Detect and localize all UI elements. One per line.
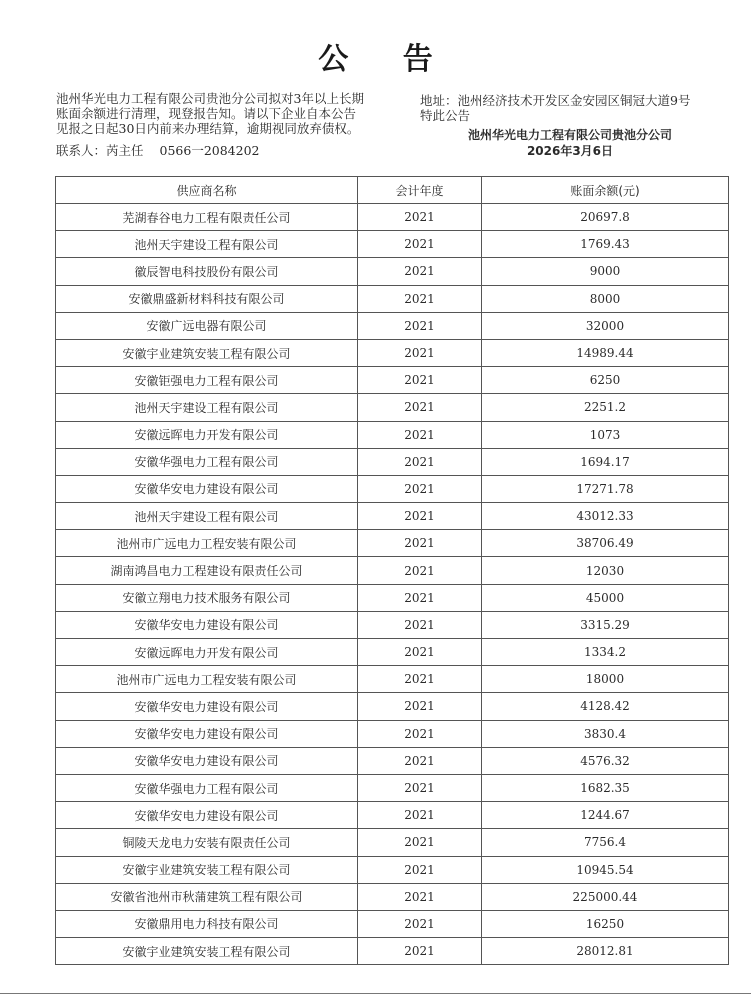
supplier-name-cell: 安徽远晖电力开发有限公司	[56, 639, 358, 666]
balance-cell: 225000.44	[482, 883, 729, 910]
header-year: 会计年度	[358, 177, 482, 204]
address-block	[420, 93, 720, 123]
balance-cell: 38706.49	[482, 530, 729, 557]
balance-cell: 3315.29	[482, 611, 729, 638]
table-row	[56, 584, 729, 611]
supplier-name-cell: 安徽华安电力建设有限公司	[56, 802, 358, 829]
fiscal-year-cell: 2021	[358, 584, 482, 611]
supplier-name-cell: 安徽宇业建筑安装工程有限公司	[56, 339, 358, 366]
fiscal-year-cell: 2021	[358, 639, 482, 666]
fiscal-year-cell: 2021	[358, 829, 482, 856]
balance-cell: 12030	[482, 557, 729, 584]
table-row	[56, 204, 729, 231]
table-row	[56, 720, 729, 747]
supplier-name-cell: 芜湖春谷电力工程有限责任公司	[56, 204, 358, 231]
supplier-name-cell: 安徽鼎用电力科技有限公司	[56, 910, 358, 937]
company-name: 池州华光电力工程有限公司贵池分公司	[467, 128, 672, 142]
table-row	[56, 394, 729, 421]
balance-cell: 45000	[482, 584, 729, 611]
balance-cell: 1334.2	[482, 639, 729, 666]
fiscal-year-cell: 2021	[358, 666, 482, 693]
supplier-name-cell: 池州天宇建设工程有限公司	[56, 503, 358, 530]
balance-cell: 28012.81	[482, 938, 729, 965]
table-row	[56, 557, 729, 584]
fiscal-year-cell: 2021	[358, 339, 482, 366]
fiscal-year-cell: 2021	[358, 774, 482, 801]
balance-cell: 1769.43	[482, 231, 729, 258]
table-row	[56, 312, 729, 339]
fiscal-year-cell: 2021	[358, 557, 482, 584]
table-row	[56, 910, 729, 937]
balance-cell: 20697.8	[482, 204, 729, 231]
fiscal-year-cell: 2021	[358, 938, 482, 965]
supplier-name-cell: 安徽立翔电力技术服务有限公司	[56, 584, 358, 611]
table-row	[56, 367, 729, 394]
table-row	[56, 829, 729, 856]
table-row	[56, 503, 729, 530]
fiscal-year-cell: 2021	[358, 421, 482, 448]
table-row	[56, 747, 729, 774]
footer-rule	[0, 993, 751, 994]
table-row	[56, 475, 729, 502]
fiscal-year-cell: 2021	[358, 747, 482, 774]
intro-text: 池州华光电力工程有限公司贵池分公司拟对3年以上长期账面余额进行清理，现登报告知。请以下企业自本公告见报之日起30日内前来办理结算，逾期视同放弃债权。	[56, 91, 364, 136]
balance-cell: 1244.67	[482, 802, 729, 829]
table-row	[56, 774, 729, 801]
supplier-name-cell: 安徽宇业建筑安装工程有限公司	[56, 938, 358, 965]
balance-cell: 6250	[482, 367, 729, 394]
table-row	[56, 693, 729, 720]
balance-cell: 4576.32	[482, 747, 729, 774]
table-row	[56, 802, 729, 829]
balance-cell: 14989.44	[482, 339, 729, 366]
fiscal-year-cell: 2021	[358, 883, 482, 910]
supplier-name-cell: 安徽华安电力建设有限公司	[56, 475, 358, 502]
fiscal-year-cell: 2021	[358, 475, 482, 502]
supplier-name-cell: 池州天宇建设工程有限公司	[56, 231, 358, 258]
supplier-name-cell: 安徽宇业建筑安装工程有限公司	[56, 856, 358, 883]
balance-cell: 9000	[482, 258, 729, 285]
contact-phone: 0566一2084202	[159, 143, 260, 158]
balance-cell: 2251.2	[482, 394, 729, 421]
address-line: 地址：池州经济技术开发区金安园区铜冠大道9号	[420, 93, 691, 108]
fiscal-year-cell: 2021	[358, 231, 482, 258]
contact-line	[56, 143, 260, 158]
balance-cell: 43012.33	[482, 503, 729, 530]
notice-intro	[56, 91, 368, 136]
fiscal-year-cell: 2021	[358, 910, 482, 937]
supplier-name-cell: 徽辰智电科技股份有限公司	[56, 258, 358, 285]
fiscal-year-cell: 2021	[358, 720, 482, 747]
balance-cell: 17271.78	[482, 475, 729, 502]
closing-line: 特此公告	[420, 108, 471, 123]
fiscal-year-cell: 2021	[358, 312, 482, 339]
supplier-name-cell: 安徽华强电力工程有限公司	[56, 774, 358, 801]
fiscal-year-cell: 2021	[358, 693, 482, 720]
supplier-name-cell: 池州市广远电力工程安装有限公司	[56, 530, 358, 557]
supplier-name-cell: 安徽华安电力建设有限公司	[56, 747, 358, 774]
fiscal-year-cell: 2021	[358, 285, 482, 312]
table-row	[56, 639, 729, 666]
supplier-name-cell: 安徽鼎盛新材料科技有限公司	[56, 285, 358, 312]
fiscal-year-cell: 2021	[358, 204, 482, 231]
supplier-name-cell: 安徽省池州市秋蒲建筑工程有限公司	[56, 883, 358, 910]
fiscal-year-cell: 2021	[358, 802, 482, 829]
balance-cell: 1073	[482, 421, 729, 448]
fiscal-year-cell: 2021	[358, 611, 482, 638]
balance-cell: 1694.17	[482, 448, 729, 475]
balance-cell: 8000	[482, 285, 729, 312]
balance-cell: 18000	[482, 666, 729, 693]
balance-cell: 10945.54	[482, 856, 729, 883]
table-row	[56, 339, 729, 366]
table-row	[56, 285, 729, 312]
fiscal-year-cell: 2021	[358, 530, 482, 557]
header-supplier: 供应商名称	[56, 177, 358, 204]
supplier-name-cell: 安徽钜强电力工程有限公司	[56, 367, 358, 394]
table-header	[56, 177, 729, 204]
header-row	[56, 177, 729, 204]
fiscal-year-cell: 2021	[358, 448, 482, 475]
fiscal-year-cell: 2021	[358, 856, 482, 883]
fiscal-year-cell: 2021	[358, 367, 482, 394]
supplier-name-cell: 安徽广远电器有限公司	[56, 312, 358, 339]
signature-block	[420, 127, 720, 159]
supplier-name-cell: 铜陵天龙电力安装有限责任公司	[56, 829, 358, 856]
balance-cell: 16250	[482, 910, 729, 937]
supplier-name-cell: 安徽华安电力建设有限公司	[56, 611, 358, 638]
table-body	[56, 204, 729, 965]
fiscal-year-cell: 2021	[358, 258, 482, 285]
header-balance: 账面余额(元)	[482, 177, 729, 204]
table-row	[56, 666, 729, 693]
balance-cell: 3830.4	[482, 720, 729, 747]
supplier-name-cell: 安徽远晖电力开发有限公司	[56, 421, 358, 448]
table-row	[56, 611, 729, 638]
supplier-table	[55, 176, 729, 965]
supplier-name-cell: 安徽华强电力工程有限公司	[56, 448, 358, 475]
notice-date: 2026年3月6日	[526, 144, 614, 158]
supplier-name-cell: 湖南鸿昌电力工程建设有限责任公司	[56, 557, 358, 584]
table-row	[56, 856, 729, 883]
table-row	[56, 938, 729, 965]
fiscal-year-cell: 2021	[358, 503, 482, 530]
supplier-name-cell: 池州天宇建设工程有限公司	[56, 394, 358, 421]
supplier-name-cell: 池州市广远电力工程安装有限公司	[56, 666, 358, 693]
table-row	[56, 258, 729, 285]
fiscal-year-cell: 2021	[358, 394, 482, 421]
balance-cell: 32000	[482, 312, 729, 339]
contact-person: 联系人：芮主任	[56, 143, 144, 158]
table-row	[56, 530, 729, 557]
supplier-name-cell: 安徽华安电力建设有限公司	[56, 693, 358, 720]
table-row	[56, 448, 729, 475]
balance-cell: 1682.35	[482, 774, 729, 801]
table-row	[56, 231, 729, 258]
balance-cell: 7756.4	[482, 829, 729, 856]
table-row	[56, 883, 729, 910]
table-row	[56, 421, 729, 448]
supplier-name-cell: 安徽华安电力建设有限公司	[56, 720, 358, 747]
balance-cell: 4128.42	[482, 693, 729, 720]
notice-title: 公 告	[318, 42, 455, 77]
